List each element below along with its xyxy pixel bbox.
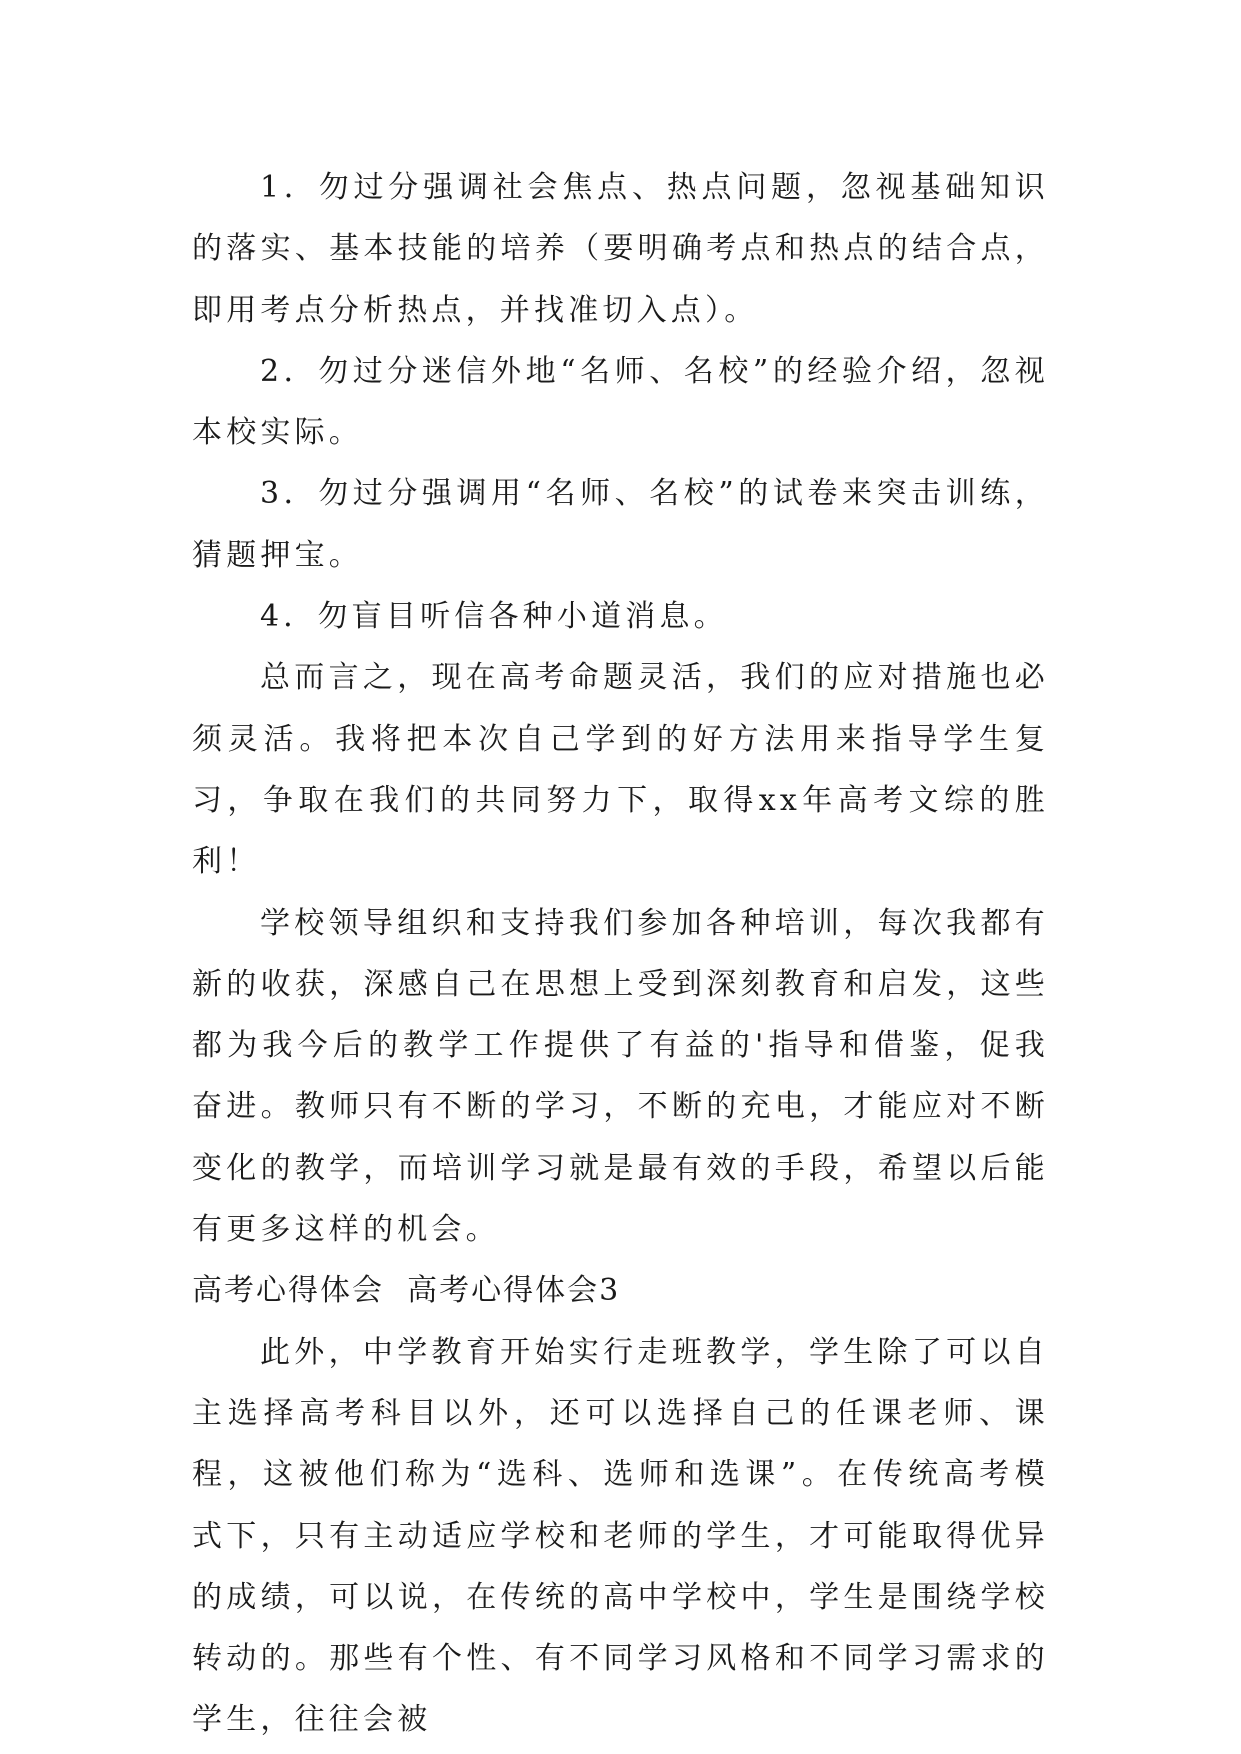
- list-item-1: 1．勿过分强调社会焦点、热点问题，忽视基础知识的落实、基本技能的培养（要明确考点和热点的结合点，即用考点分析热点，并找准切入点）。: [192, 170, 1049, 328]
- document-page: [192, 157, 1049, 1751]
- list-item-2: 2．勿过分迷信外地“名师、名校”的经验介绍，忽视本校实际。: [192, 353, 1049, 451]
- list-item-4: 4．勿盲目听信各种小道消息。: [260, 599, 728, 635]
- body-paragraph: 此外，中学教育开始实行走班教学，学生除了可以自主选择高考科目以外，还可以选择自己的任课老师、课程，这被他们称为“选科、选师和选课”。在传统高考模式下，只有主动适应学校和老师的学生，才可能取得优异的成绩，可以说，在传统的高中学校中，学生是围绕学校转动的。那些有个性、有不同学习风格和不同学习需求的学生，往往会被: [192, 1334, 1049, 1738]
- section-heading: 高考心得体会 高考心得体会3: [192, 1273, 621, 1309]
- summary-paragraph: 总而言之，现在高考命题灵活，我们的应对措施也必须灵活。我将把本次自己学到的好方法用来指导学生复习，争取在我们的共同努力下，取得xx年高考文综的胜利！: [192, 660, 1049, 880]
- training-paragraph: 学校领导组织和支持我们参加各种培训，每次我都有新的收获，深感自己在思想上受到深刻教育和启发，这些都为我今后的教学工作提供了有益的'指导和借鉴，促我奋进。教师只有不断的学习，不断的充电，才能应对不断变化的教学，而培训学习就是最有效的手段，希望以后能有更多这样的机会。: [192, 905, 1049, 1248]
- list-item-3: 3．勿过分强调用“名师、名校”的试卷来突击训练，猜题押宝。: [192, 476, 1049, 573]
